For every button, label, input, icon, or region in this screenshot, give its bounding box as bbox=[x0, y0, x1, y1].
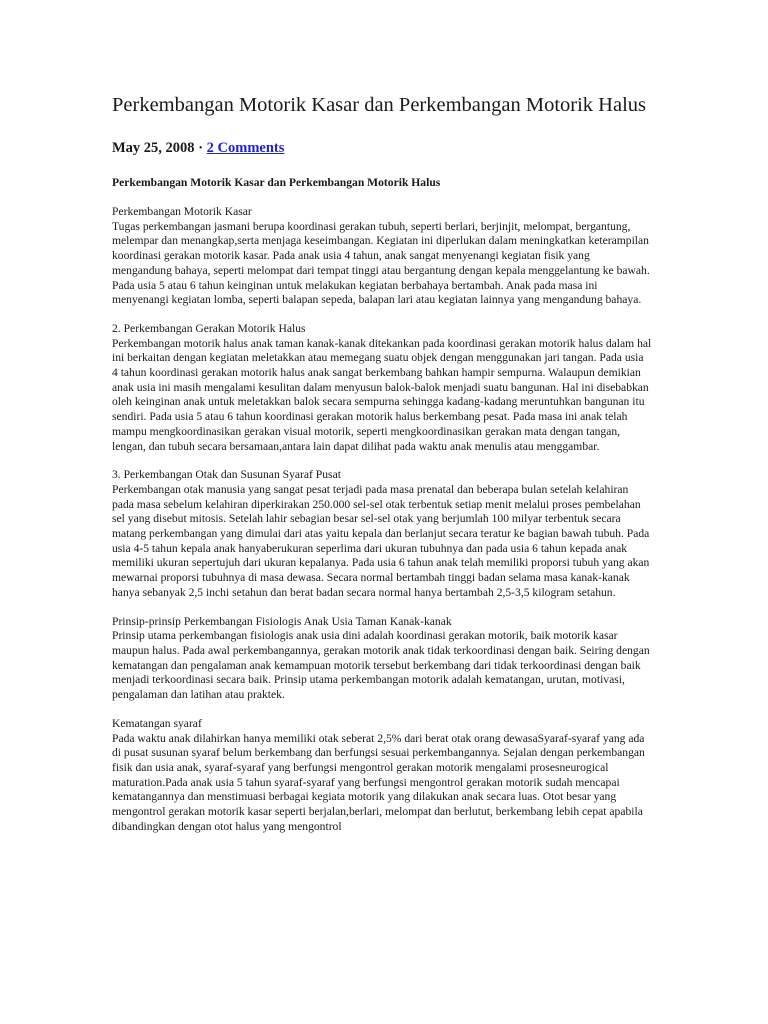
post-title: Perkembangan Motorik Kasar dan Perkembangan Motorik Halus bbox=[112, 94, 647, 116]
section-prinsip-fisiologis bbox=[112, 615, 652, 703]
section-body: Pada waktu anak dilahirkan hanya memiliki otak seberat 2,5% dari berat otak orang dewasaSyaraf-syaraf yang ada di pusat susunan syaraf belum berkembang dan berfungsi sesuai perkembangannya. Sejalan dengan perkembangan fisik dan usia anak, syaraf-syaraf yang berfungsi mengontrol gerakan motorik mengalami prosesneurogical maturation.Pada anak usia 5 tahun syaraf-syaraf yang berfungsi mengontrol gerakan motorik sudah mencapai kematangannya dan menstimuasi berbagai kegiata motorik yang dilakukan anak secara luas. Otot besar yang mengontrol gerakan motorik kasar seperti berjalan,berlari, melompat dan berlutut, berkembang lebih cepat apabila dibandingkan dengan otot halus yang mengontrol bbox=[112, 731, 645, 833]
meta-separator: · bbox=[194, 140, 207, 156]
section-body: Prinsip utama perkembangan fisiologis anak usia dini adalah koordinasi gerakan motorik, baik motorik kasar maupun halus. Pada awal perkembangannya, gerakan motorik anak tidak terkoordinasi dengan baik. Seiring dengan kematangan dan pengalaman anak kemampuan motorik tersebut berkembang dari tidak terkoordinasi dengan baik menjadi terkoordinasi secara baik. Prinsip utama perkembangan motorik adalah kematangan, urutan, motivasi, pengalaman dan latihan atau praktek. bbox=[112, 629, 650, 702]
section-heading: Prinsip-prinsip Perkembangan Fisiologis Anak Usia Taman Kanak-kanak bbox=[112, 614, 452, 628]
section-motorik-kasar bbox=[112, 205, 652, 308]
section-motorik-halus bbox=[112, 322, 652, 454]
section-body: Perkembangan motorik halus anak taman kanak-kanak ditekankan pada koordinasi gerakan motorik halus dalam hal ini berkaitan dengan kegiatan meletakkan atau memegang suatu objek dengan menggunakan jari tangan. Pada usia 4 tahun koordinasi gerakan motorik halus anak sangat berkembang bahkan hampir sempurna. Walaupun demikian anak usia ini masih mengalami kesulitan dalam menyusun balok-balok menjadi suatu bangunan. Hal ini disebabkan oleh keinginan anak untuk meletakkan balok secara sempurna sehingga kadang-kadang meruntuhkan bangunan itu sendiri. Pada usia 5 atau 6 tahun koordinasi gerakan motorik halus berkembang pesat. Pada masa ini anak telah mampu mengkoordinasikan gerakan visual motorik, seperti mengkoordinasikan gerakan mata dengan tangan, lengan, dan tubuh secara bersamaan,antara lain dapat dilihat pada waktu anak menulis atau menggambar. bbox=[112, 336, 652, 453]
post-date: May 25, 2008 bbox=[112, 140, 195, 156]
section-heading: Perkembangan Motorik Kasar bbox=[112, 205, 252, 218]
section-body: Tugas perkembangan jasmani berupa koordinasi gerakan tubuh, seperti berlari, berjinjit, melompat, bergantung, melempar dan menangkap,serta menjaga keseimbangan. Kegiatan ini diperlukan dalam meningkatkan keterampilan koordinasi gerakan motorik kasar. Pada anak usia 4 tahun, anak sangat menyenangi kegiatan fisik yang mengandung bahaya, seperti melompat dari tempat tinggi atau bergantung dengan kepala menggelantung ke bawah. Pada usia 5 atau 6 tahun keinginan untuk melakukan kegiatan berbahaya bertambah. Anak pada masa ini menyenangi kegiatan lomba, seperti balapan sepeda, balapan lari atau kegiatan lainnya yang mengandung bahaya. bbox=[112, 219, 650, 307]
section-heading: Kematangan syaraf bbox=[112, 716, 202, 730]
comments-link[interactable]: 2 Comments bbox=[206, 140, 285, 156]
article-subtitle: Perkembangan Motorik Kasar dan Perkembangan Motorik Halus bbox=[112, 176, 441, 189]
section-heading: 2. Perkembangan Gerakan Motorik Halus bbox=[112, 321, 306, 335]
article bbox=[112, 92, 652, 834]
section-body: Perkembangan otak manusia yang sangat pesat terjadi pada masa prenatal dan beberapa bulan setelah kelahiran pada masa sebelum kelahiran diperkirakan 250.000 sel-sel otak terbentuk setiap menit melalui proses pembelahan sel yang disebut mitosis. Setelah lahir sebagian besar sel-sel otak yang berjumlah 100 milyar terbentuk secara matang perkembangan yang dimulai dari atas yaitu kepala dan berlanjut secara teratur ke bagian bawah tubuh. Pada usia 4-5 tahun kepala anak hanyaberukuran seperlima dari ukuran tubuhnya dan pada usia 6 tahun kepada anak memiliki ukuran sepertujuh dari ukuran kepalanya. Pada usia 6 tahun anak telah memiliki proporsi tubuh yang akan mewarnai proporsi tubuhnya di masa dewasa. Secara normal bertambah tinggi badan selama masa kanak-kanak hanya sebanyak 2,5 inchi setahun dan berat badan secara normal hanya bertambah 2,5-3,5 kilogram setahun. bbox=[112, 482, 650, 599]
post-meta bbox=[112, 140, 652, 157]
section-heading: 3. Perkembangan Otak dan Susunan Syaraf Pusat bbox=[112, 468, 341, 482]
section-otak-syaraf bbox=[112, 468, 652, 600]
section-kematangan-syaraf bbox=[112, 717, 652, 835]
